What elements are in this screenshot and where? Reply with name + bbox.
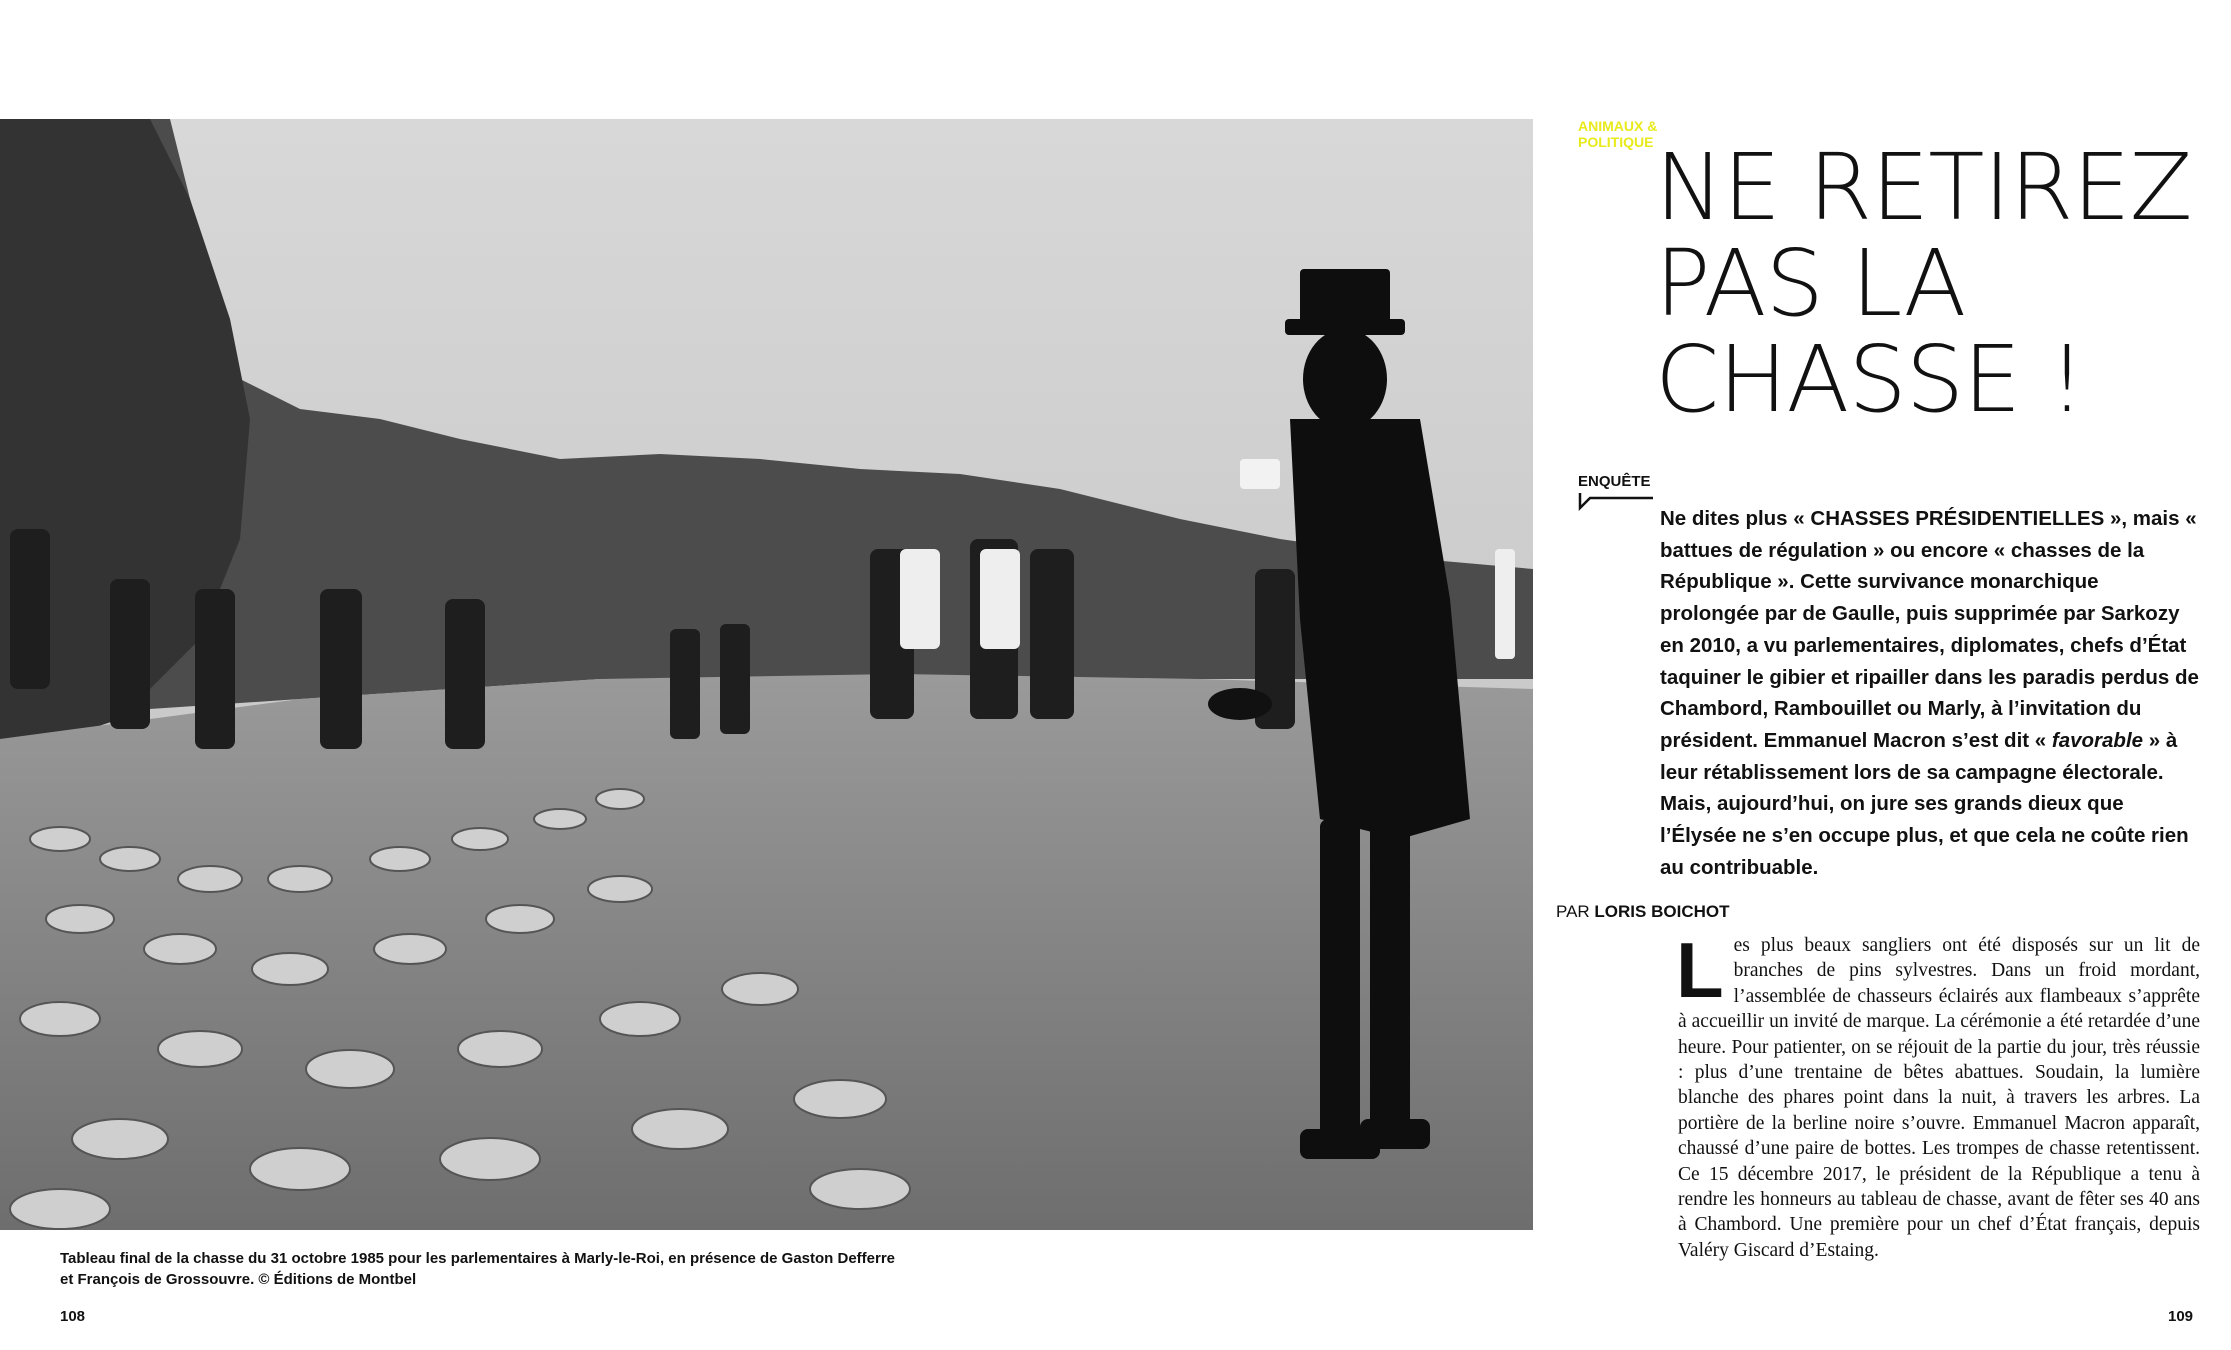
caption-line-2: et François de Grossouvre. © Éditions de Montbel <box>60 1271 417 1288</box>
photo-caption <box>60 1248 960 1290</box>
enquete-tag: ENQUÊTE <box>1578 473 1651 490</box>
byline-author: LORIS BOICHOT <box>1594 902 1730 921</box>
page-number-left: 108 <box>60 1308 86 1325</box>
caption-line-1: Tableau final de la chasse du 31 octobre 1985 pour les parlementaires à Marly-le-Roi, en présence de Gaston Defferre <box>60 1250 896 1267</box>
page-number-right: 109 <box>2168 1308 2194 1325</box>
headline-line-2: PAS LA <box>1655 230 1966 337</box>
lede-italic: favorable <box>2051 728 2144 752</box>
notepad <box>1240 459 1280 489</box>
dog <box>1208 688 1272 720</box>
lede-part-1: Ne dites plus « <box>1660 507 1811 530</box>
tag-pointer-icon <box>1578 492 1653 512</box>
article-body <box>1676 926 2200 1263</box>
rubric-line-2: POLITIQUE <box>1578 134 1654 150</box>
byline-prefix: PAR <box>1556 902 1595 921</box>
body-paragraph: es plus beaux sangliers ont été disposés sur un lit de branches de pins sylvestres. Dans un froid mordant, l’assemblée de chasseurs éclairés aux flambeaux s’apprête à accueillir un invité de marque. La cérémonie a été retardée d’une heure. Pour patienter, on se réjouit de la partie du jour, très réussie : plus d’une trentaine de bêtes abattues. Soudain, la lumière blanche des phares point dans la nuit, à travers les arbres. La portière de la berline noire s’ouvre. Emmanuel Macron apparaît, chaussé d’une paire de bottes. Les trompes de chasse retentissent. Ce 15 décembre 2017, le président de la République a tenu à rendre les honneurs au tableau de chasse, avant de fêter ses 40 ans à Chambord. Une première pour un chef d’État français, depuis Valéry Giscard d’Estaing. <box>1678 935 2200 1261</box>
headline-line-3: CHASSE ! <box>1655 326 2085 433</box>
article-headline <box>1655 134 2195 433</box>
rubric-line-1: ANIMAUX & <box>1578 118 1658 134</box>
article-lede <box>1660 503 2200 883</box>
hunt-photo <box>0 119 1533 1230</box>
lede-part-5: » à leur rétablissement lors de sa campagne électorale. Mais, aujourd’hui, on jure ses grands dieux que l’Élysée ne s’en occupe plus, et que cela ne coûte rien au contribuable. <box>1660 728 2189 879</box>
drop-cap: L <box>1676 926 1724 1014</box>
lede-part-3: », mais « battues de régulation » ou encore « chasses de la République ». Cette survivance monarchique prolongée par de Gaulle, puis supprimée par Sarkozy en 2010, a vu parlementaires, diplomates, chefs d’État taquiner le gibier et ripailler dans les paradis perdus de Chambord, Rambouillet ou Marly, à l’invitation du président. Emmanuel Macron s’est dit « <box>1660 507 2199 752</box>
byline <box>1556 902 1729 922</box>
headline-line-1: NE RETIREZ <box>1655 134 2192 241</box>
lede-emphasis: CHASSES PRÉSIDENTIELLES <box>1810 507 2105 530</box>
hunt-scene-illustration <box>0 119 1533 1230</box>
